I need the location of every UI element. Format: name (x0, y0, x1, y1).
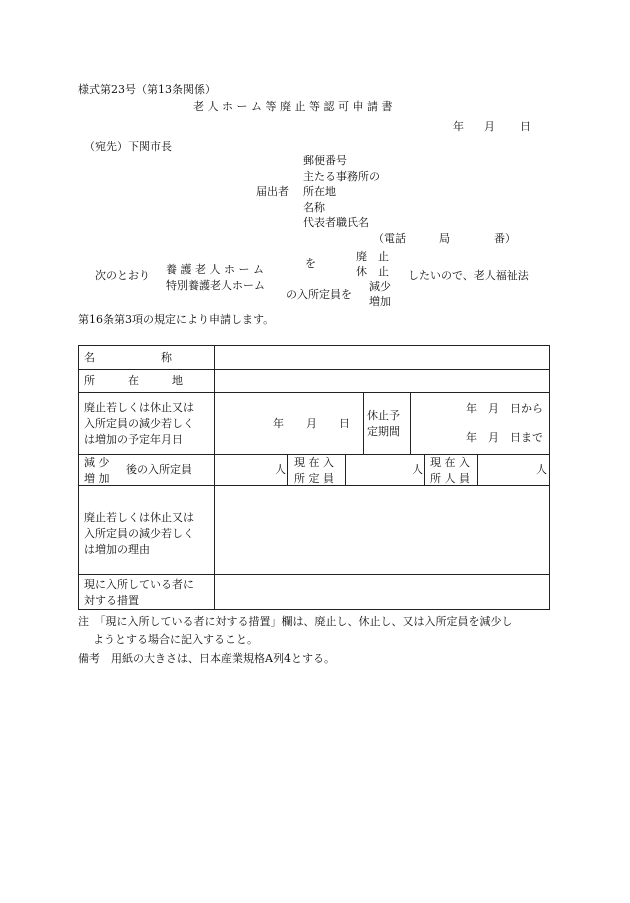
date-day: 日 (520, 120, 531, 133)
application-table (78, 345, 550, 610)
main-office-label: 主たる事務所の (303, 170, 380, 183)
current-capacity-unit: 人 (412, 463, 423, 476)
postal-code-label: 郵便番号 (303, 154, 347, 167)
measures-field[interactable] (216, 576, 546, 607)
current-capacity-label: 現 在 入 所 定 員 (294, 456, 334, 485)
statement-tail: したいので、老人福祉法 (408, 269, 529, 282)
page-title: 老 人 ホ ー ム 等 廃 止 等 認 可 申 請 書 (193, 100, 393, 113)
facility-name-field[interactable] (216, 347, 546, 367)
suspension-period-label: 休止予 定期間 (367, 409, 400, 438)
location-field[interactable] (216, 370, 546, 390)
suspension-from[interactable]: 年 月 日から (466, 402, 543, 415)
after-capacity-unit: 人 (275, 463, 286, 476)
facility-name-label: 名 称 (84, 351, 172, 364)
measures-label: 現に入所している者に 対する措置 (84, 578, 194, 607)
current-residents-label: 現 在 入 所 人 員 (430, 456, 470, 485)
addressee: （宛先）下関市長 (84, 140, 172, 153)
suspension-to[interactable]: 年 月 日まで (466, 431, 543, 444)
action-abolish: 廃 止 (356, 250, 389, 263)
planned-date-value[interactable]: 年 月 日 (273, 417, 350, 430)
statement-line-2: 第16条第3項の規定により申請します。 (78, 313, 275, 326)
facility-type-1: 養 護 老 人 ホ ー ム (166, 263, 264, 276)
action-suspend: 休 止 (356, 265, 389, 278)
facility-type-2: 特別養護老人ホーム (166, 279, 265, 292)
corp-name-label: 名称 (303, 201, 325, 214)
address-label: 所在地 (303, 185, 336, 198)
reason-field[interactable] (216, 487, 546, 572)
form-number: 様式第23号（第13条関係） (78, 83, 216, 96)
capacity-wo: の入所定員を (286, 288, 352, 301)
date-year: 年 (453, 120, 464, 133)
note-2: 備考 用紙の大きさは、日本産業規格A列4とする。 (78, 652, 335, 665)
planned-date-label: 廃止若しくは休止又は 入所定員の減少若しく は増加の予定年月日 (84, 401, 194, 446)
action-reduce: 減少 (369, 280, 391, 293)
note-1-continued: ようとする場合に記入すること。 (93, 633, 258, 646)
reason-label: 廃止若しくは休止又は 入所定員の減少若しく は増加の理由 (84, 511, 194, 556)
phone-label: （電話 局 番） (373, 232, 516, 245)
lead-text: 次のとおり (95, 269, 150, 282)
applicant-label: 届出者 (256, 185, 289, 198)
reduce-increase-label: 減 少 増 加 (84, 456, 110, 485)
action-increase: 増加 (369, 295, 391, 308)
particle-wo: を (305, 257, 316, 270)
current-residents-unit: 人 (536, 463, 547, 476)
after-capacity-label: 後の入所定員 (126, 463, 192, 476)
representative-label: 代表者職氏名 (303, 216, 369, 229)
note-1: 注 「現に入所している者に対する措置」欄は、廃止し、休止し、又は入所定員を減少し (78, 615, 513, 628)
date-month: 月 (484, 120, 495, 133)
location-label: 所 在 地 (84, 374, 183, 387)
